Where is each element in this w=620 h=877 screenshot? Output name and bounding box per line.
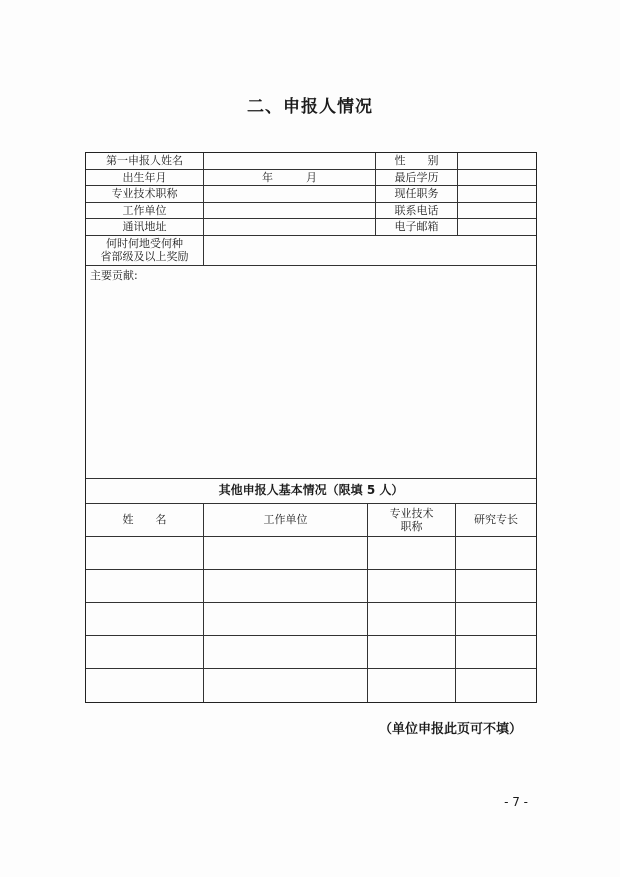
other-title-cell[interactable] [368, 669, 456, 702]
form-row [86, 153, 536, 170]
email-label: 电子邮箱 [376, 219, 458, 235]
page-number: - 7 - [504, 795, 528, 809]
table-row [86, 636, 536, 669]
others-heading: 其他申报人基本情况（限填 5 人） [218, 483, 404, 497]
birth-label: 出生年月 [86, 170, 204, 186]
form-row [86, 186, 536, 203]
awards-label-line-1: 何时何地受何种 [106, 237, 183, 250]
other-specialty-cell[interactable] [456, 669, 536, 702]
section-title: 二、申报人情况 [247, 97, 373, 117]
address-label: 通讯地址 [86, 219, 204, 235]
others-header-row [86, 504, 536, 537]
email-field[interactable] [458, 219, 536, 235]
employer-label: 工作单位 [86, 203, 204, 219]
phone-field[interactable] [458, 203, 536, 219]
other-specialty-cell[interactable] [456, 603, 536, 635]
other-name-cell[interactable] [86, 636, 204, 668]
other-title-cell[interactable] [368, 636, 456, 668]
table-row [86, 669, 536, 702]
form-row [86, 236, 536, 266]
table-row [86, 603, 536, 636]
col-title-line-2: 职称 [400, 519, 423, 533]
contribution-area[interactable] [86, 266, 536, 478]
position-label: 现任职务 [376, 186, 458, 202]
employer-field[interactable] [204, 203, 376, 219]
other-specialty-cell[interactable] [456, 570, 536, 602]
applicant-form [85, 152, 537, 703]
other-name-cell[interactable] [86, 603, 204, 635]
other-name-cell[interactable] [86, 537, 204, 569]
col-title-header [368, 504, 456, 536]
gender-label: 性 别 [376, 153, 458, 169]
position-field[interactable] [458, 186, 536, 202]
other-title-cell[interactable] [368, 537, 456, 569]
professional-title-field[interactable] [204, 186, 376, 202]
form-row [86, 203, 536, 220]
form-row [86, 170, 536, 187]
awards-field[interactable] [204, 236, 536, 265]
education-label: 最后学历 [376, 170, 458, 186]
table-row [86, 570, 536, 603]
awards-label [86, 236, 204, 265]
other-title-cell[interactable] [368, 603, 456, 635]
other-title-cell[interactable] [368, 570, 456, 602]
table-row [86, 537, 536, 570]
col-employer-header: 工作单位 [204, 504, 368, 536]
col-title-line-1: 专业技术 [389, 506, 434, 520]
address-field[interactable] [204, 219, 376, 235]
form-row [86, 219, 536, 236]
professional-title-label: 专业技术职称 [86, 186, 204, 202]
name-field[interactable] [204, 153, 376, 169]
name-label: 第一申报人姓名 [86, 153, 204, 169]
form-row [86, 479, 536, 504]
other-employer-cell[interactable] [204, 603, 368, 635]
other-employer-cell[interactable] [204, 570, 368, 602]
other-name-cell[interactable] [86, 669, 204, 702]
phone-label: 联系电话 [376, 203, 458, 219]
awards-label-line-2: 省部级及以上奖励 [100, 250, 189, 263]
other-employer-cell[interactable] [204, 669, 368, 702]
col-specialty-header: 研究专长 [474, 513, 518, 526]
footnote: （单位申报此页可不填） [378, 722, 522, 737]
col-name-header: 姓 名 [86, 504, 204, 536]
education-field[interactable] [458, 170, 536, 186]
other-specialty-cell[interactable] [456, 537, 536, 569]
other-specialty-cell[interactable] [456, 636, 536, 668]
birth-field[interactable]: 年 月 [204, 170, 376, 186]
gender-field[interactable] [458, 153, 536, 169]
contribution-label: 主要贡献: [90, 268, 138, 282]
other-employer-cell[interactable] [204, 537, 368, 569]
form-row [86, 266, 536, 479]
other-employer-cell[interactable] [204, 636, 368, 668]
other-name-cell[interactable] [86, 570, 204, 602]
